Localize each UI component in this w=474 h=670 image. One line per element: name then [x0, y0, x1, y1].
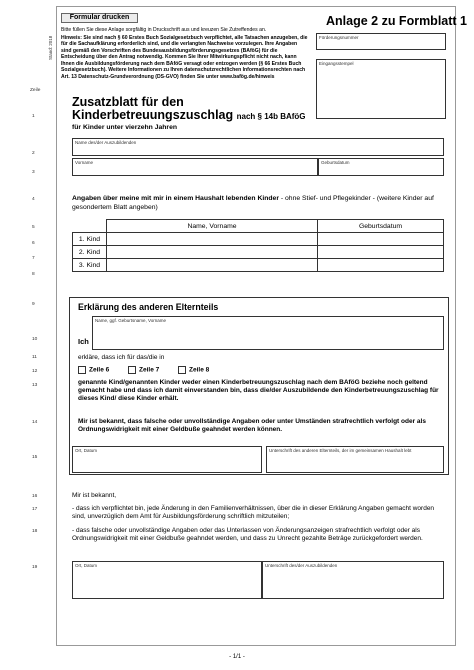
- col-name-header: Name, Vorname: [107, 220, 318, 233]
- azubi-name-field[interactable]: [72, 138, 444, 156]
- geburtsdatum-field[interactable]: [318, 158, 444, 176]
- stand-label: Stand: 2018: [48, 35, 53, 60]
- hint-label: Hinweis:: [61, 34, 82, 41]
- eingangsstempel-box: [316, 59, 446, 119]
- page-title: [72, 96, 306, 123]
- kid-date-cell[interactable]: [318, 233, 444, 246]
- kids-table: [72, 219, 444, 272]
- table-row: [73, 233, 444, 246]
- erklaerung-para1: genannte Kind/genannten Kinder weder einen Kinderbetreuungszuschlag nach dem BAföG beziehe noch geltend gemacht habe und dass ich damit einverstanden bin, dass die/der Auszubildende den Kinderbetreuungszuschlag für dieses Kind/ diese Kinder erhält.: [78, 379, 439, 402]
- anlage-title: Anlage 2 zu Formblatt 1: [326, 14, 467, 28]
- table-row: [73, 246, 444, 259]
- field-label: Name, ggf. Geburtsname, Vorname: [95, 318, 167, 323]
- field-label: Vorname: [75, 160, 94, 165]
- other-parent-name-field[interactable]: [92, 316, 444, 350]
- vorname-field[interactable]: [72, 158, 318, 176]
- field-label: Name des/der Auszubildenden: [75, 140, 137, 145]
- line-number: 17: [32, 507, 38, 512]
- col-date-header: Geburtsdatum: [318, 220, 444, 233]
- line-number: 12: [32, 369, 38, 374]
- field-label: Ort, Datum: [75, 448, 98, 453]
- zeile7-option[interactable]: [128, 366, 159, 375]
- erklaerung-title: Erklärung des anderen Elternteils: [78, 302, 219, 312]
- section4-heading: [72, 195, 444, 212]
- title-line2: Kinderbetreuungszuschlag: [72, 108, 234, 122]
- kid-date-cell[interactable]: [318, 246, 444, 259]
- checkbox[interactable]: [78, 366, 86, 374]
- kid-date-cell[interactable]: [318, 259, 444, 272]
- kid-name-cell[interactable]: [107, 259, 318, 272]
- foerderungsnummer-field[interactable]: [316, 33, 446, 50]
- field-label: Geburtsdatum: [321, 160, 350, 165]
- line-number: 4: [32, 197, 35, 202]
- zeile-label: Zeile: [30, 88, 41, 93]
- line-number: 15: [32, 455, 38, 460]
- erklaere-text: erkläre, dass ich für das/die in: [78, 354, 165, 361]
- ort-datum-field-2[interactable]: [72, 561, 262, 599]
- page-footer: - 1/1 -: [229, 654, 245, 660]
- row-label: 2. Kind: [73, 246, 107, 259]
- intro-line: Bitte füllen Sie diese Anlage sorgfältig in Druckschrift aus und kreuzen Sie Zutreffendes an.: [61, 27, 267, 33]
- title-line1: Zusatzblatt für den: [72, 95, 184, 109]
- line-number: 9: [32, 302, 35, 307]
- option-label: Zeile 6: [89, 366, 110, 374]
- kid-name-cell[interactable]: [107, 246, 318, 259]
- row-label: 1. Kind: [73, 233, 107, 246]
- line-number: 13: [32, 383, 38, 388]
- option-label: Zeile 8: [189, 366, 210, 374]
- table-row: [73, 259, 444, 272]
- mir-ist-bekannt: Mir ist bekannt,: [72, 492, 117, 499]
- zeile8-option[interactable]: [178, 366, 209, 375]
- subtitle: für Kinder unter vierzehn Jahren: [72, 124, 177, 131]
- line-number: 8: [32, 272, 35, 277]
- line-number: 2: [32, 151, 35, 156]
- field-label: Unterschrift des/der Auszubildenden: [265, 563, 338, 568]
- checkbox[interactable]: [128, 366, 136, 374]
- erklaerung-para2: Mir ist bekannt, dass falsche oder unvollständige Angaben oder unter Umständen strafrechtlich verfolgt oder als Ordnungswidrigkeit mit einer Geldbuße geahndet werden können.: [78, 418, 426, 433]
- table-corner: [73, 220, 107, 233]
- other-parent-signature-field[interactable]: [266, 446, 444, 473]
- line-number: 1: [32, 114, 35, 119]
- item18-text: - dass falsche oder unvollständige Angaben oder das Unterlassen von Änderungsanzeigen strafrechtlich verfolgt oder als Ordnungswidrigkeit mit einer Geldbuße geahndet werden, und dass zu Unrecht gezahlte Beträge zurückgefordert werden.: [72, 527, 423, 542]
- kid-name-cell[interactable]: [107, 233, 318, 246]
- line-number: 11: [32, 355, 37, 360]
- line-number: 10: [32, 337, 38, 342]
- print-button[interactable]: Formular drucken: [61, 13, 138, 23]
- line-number: 18: [32, 529, 38, 534]
- ich-label: Ich: [78, 337, 89, 346]
- field-label: Ort, Datum: [75, 563, 98, 568]
- option-label: Zeile 7: [139, 366, 160, 374]
- hint-text: Sie sind nach § 60 Erstes Buch Sozialgesetzbuch verpflichtet, alle Tatsachen anzugeben, die für die Sachaufklärung erforderlich sind, und die verlangten Nachweise vorzulegen. Ihre Angaben sind gemäß den Vorschriften des Bundesausbildungsförderungsgesetzes (BAföG) für die Entscheidung über den Antrag notwendig. Kommen Sie Ihrer Mitwirkungspflicht nicht nach, kann Ihnen die Ausbildungsförderung nach dem BAföG versagt oder entzogen werden (§ 66 Erstes Buch Sozialgesetzbuch). Weitere Informationen zu Ihren datenschutzrechtlichen Informationsrechten nach Art. 13 Datenschutz-Grundverordnung (DS-GVO) finden Sie unter www.bafög.de/hinweis: [61, 34, 308, 80]
- checkbox[interactable]: [178, 366, 186, 374]
- intro-text: [61, 27, 308, 80]
- row-label: 3. Kind: [73, 259, 107, 272]
- azubi-signature-field[interactable]: [262, 561, 444, 599]
- line-number: 5: [32, 225, 35, 230]
- ort-datum-field-1[interactable]: [72, 446, 262, 473]
- section4-rest: - ohne Stief- und Pflegekinder - (weitere Kinder auf gesondertem Blatt angeben): [72, 195, 434, 211]
- section4-bold: Angaben über meine mit mir in einem Haushalt lebenden Kinder: [72, 195, 279, 202]
- field-label: Eingangsstempel: [319, 61, 354, 66]
- item17-text: - dass ich verpflichtet bin, jede Änderung in den Familienverhältnissen, über die in dieser Erklärung Angaben gemacht worden sind, unverzüglich dem Amt für Ausbildungsförderung schriftlich mitzuteilen;: [72, 505, 435, 520]
- line-number: 3: [32, 170, 35, 175]
- line-number: 16: [32, 494, 38, 499]
- line-number: 14: [32, 420, 38, 425]
- line-number: 7: [32, 256, 35, 261]
- field-label: Förderungsnummer: [319, 35, 359, 40]
- zeile6-option[interactable]: [78, 366, 109, 375]
- line-number: 19: [32, 565, 38, 570]
- title-suffix: nach § 14b BAföG: [236, 112, 306, 121]
- line-number: 6: [32, 241, 35, 246]
- field-label: Unterschrift des anderen Elternteils, der im gemeinsamen Haushalt lebt: [269, 448, 412, 453]
